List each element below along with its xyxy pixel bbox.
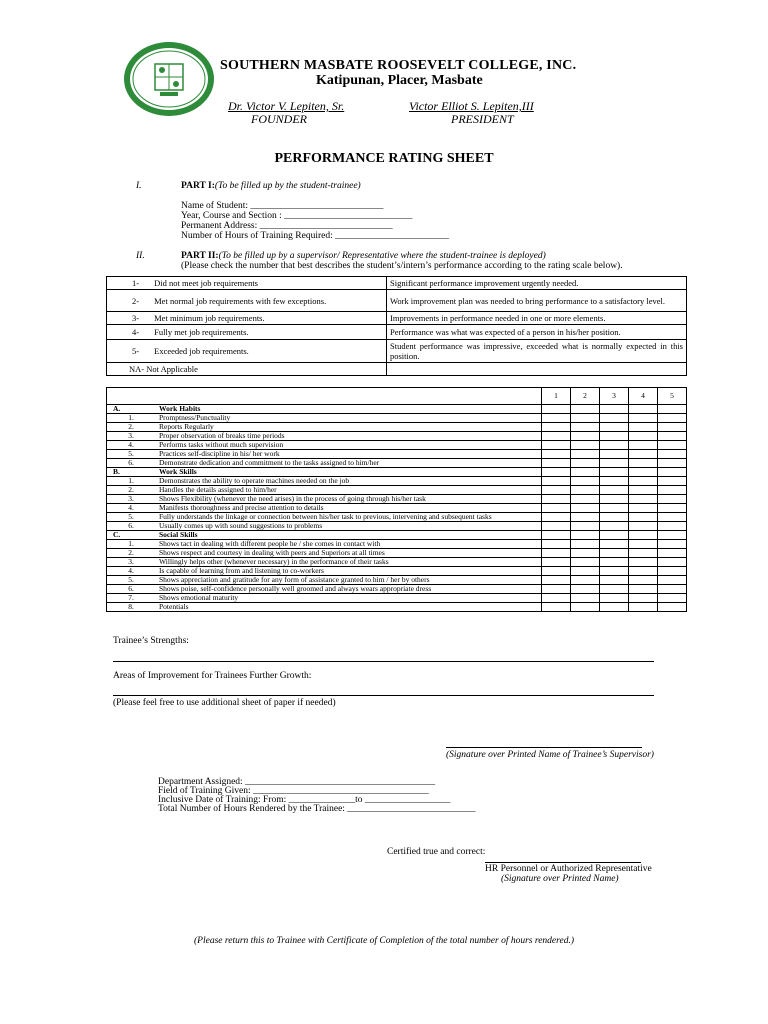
improvement-line[interactable] [113,695,654,696]
rating-cell[interactable] [542,414,571,423]
rating-cell[interactable] [600,513,629,522]
part2-numeral: II. [136,251,145,261]
certified-label: Certified true and correct: [387,847,486,857]
rating-cell[interactable] [658,441,687,450]
scale-label: Exceeded job requirements. [154,346,249,356]
criteria-header-row [107,388,687,405]
rating-cell[interactable] [600,585,629,594]
criteria-row [107,594,687,603]
rating-cell[interactable] [600,576,629,585]
rating-cell[interactable] [571,594,600,603]
criteria-number: 1. [107,414,158,423]
rating-cell[interactable] [600,495,629,504]
scale-num: 1- [132,278,140,288]
part1-field-year-course[interactable]: Year, Course and Section : ___________________________ [181,211,413,221]
rating-cell[interactable] [600,432,629,441]
rating-cell[interactable] [658,423,687,432]
supervisor-signature-caption: (Signature over Printed Name of Trainee’s Supervisor) [446,750,654,760]
criteria-label: Demonstrates the ability to operate machines needed on the job [157,477,542,486]
rating-cell[interactable] [571,450,600,459]
rating-cell[interactable] [600,414,629,423]
criteria-label: Manifests thoroughness and precise attention to details [157,504,542,513]
strengths-label: Trainee’s Strengths: [113,636,189,646]
rating-cell[interactable] [542,504,571,513]
rating-cell[interactable] [571,477,600,486]
rating-cell[interactable] [600,594,629,603]
rating-cell[interactable] [542,576,571,585]
scale-num: 2- [132,295,140,306]
president-name: Victor Elliot S. Lepiten,III [409,99,534,113]
total-hours-field[interactable]: Total Number of Hours Rendered by the Trainee: ___________________________ [158,804,476,814]
rating-cell[interactable] [600,558,629,567]
rating-cell [542,468,571,477]
rating-cell[interactable] [542,423,571,432]
rating-cell[interactable] [571,423,600,432]
na-label: NA- Not Applicable [107,363,387,376]
rating-cell[interactable] [542,450,571,459]
rating-cell[interactable] [542,594,571,603]
criteria-category: Work Skills [157,468,542,477]
extra-sheet-note: (Please feel free to use additional sheet of paper if needed) [113,698,336,708]
rating-cell [600,531,629,540]
rating-header: 4 [629,388,658,405]
criteria-number: 5. [107,576,158,585]
rating-cell[interactable] [571,441,600,450]
rating-cell[interactable] [629,576,658,585]
criteria-label: Fully understands the linkage or connection between his/her task to previous, intervening and subsequent tasks [157,513,542,522]
rating-cell[interactable] [542,477,571,486]
rating-header: 2 [571,388,600,405]
rating-cell[interactable] [629,603,658,612]
rating-cell [658,405,687,414]
rating-cell[interactable] [629,594,658,603]
criteria-category: Social Skills [157,531,542,540]
rating-cell[interactable] [658,540,687,549]
criteria-number: 5. [107,450,158,459]
criteria-number: 2. [107,549,158,558]
scale-row [107,277,687,290]
rating-cell[interactable] [571,576,600,585]
rating-cell[interactable] [658,486,687,495]
rating-cell[interactable] [542,549,571,558]
scale-desc: Performance was what was expected of a person in his/her position. [387,325,687,340]
rating-cell[interactable] [629,423,658,432]
rating-cell[interactable] [600,459,629,468]
rating-cell[interactable] [600,486,629,495]
rating-cell[interactable] [658,558,687,567]
rating-cell[interactable] [629,432,658,441]
scale-label-cell [107,340,387,363]
scale-desc: Significant performance improvement urgently needed. [387,277,687,290]
supervisor-signature-line[interactable] [446,747,642,748]
rating-cell[interactable] [600,450,629,459]
rating-cell[interactable] [658,585,687,594]
rating-cell[interactable] [629,504,658,513]
criteria-header-blank [107,388,542,405]
scale-label: Fully met job requirements. [154,327,249,337]
scale-label: Did not meet job requirements [154,278,258,288]
criteria-label: Willingly helps other (whenever necessary) in the performance of their tasks [157,558,542,567]
rating-cell[interactable] [571,549,600,558]
rating-cell[interactable] [542,441,571,450]
scale-label-cell [107,312,387,325]
scale-label: Met minimum job requirements. [154,313,265,323]
scale-desc: Work improvement plan was needed to bring performance to a satisfactory level. [387,290,687,312]
rating-cell [571,468,600,477]
criteria-number: 4. [107,567,158,576]
criteria-number: 3. [107,495,158,504]
rating-cell[interactable] [658,522,687,531]
scale-label-cell [107,277,387,290]
scale-row [107,325,687,340]
scale-num: 5- [132,346,140,356]
college-seal [122,40,216,118]
rating-cell [600,468,629,477]
rating-header: 5 [658,388,687,405]
criteria-number: 5. [107,513,158,522]
improvement-label: Areas of Improvement for Trainees Further Growth: [113,671,312,681]
criteria-label: Shows emotional maturity [157,594,542,603]
criteria-number: 3. [107,432,158,441]
rating-cell [658,531,687,540]
part2-heading [181,251,546,262]
rating-header: 3 [600,388,629,405]
criteria-number: 6. [107,522,158,531]
criteria-label: Potentials [157,603,542,612]
rating-cell[interactable] [542,459,571,468]
rating-cell[interactable] [629,477,658,486]
rating-cell [542,531,571,540]
criteria-category: Work Habits [157,405,542,414]
rating-cell[interactable] [571,495,600,504]
hr-signature-line[interactable] [485,862,641,863]
criteria-label: Reports Regularly [157,423,542,432]
rating-cell[interactable] [658,549,687,558]
part1-heading [181,181,361,192]
part1-field-name[interactable]: Name of Student: ____________________________ [181,201,384,211]
rating-cell[interactable] [600,549,629,558]
rating-cell[interactable] [571,522,600,531]
rating-scale-table [106,276,687,376]
scale-label: Met normal job requirements with few exceptions. [154,295,327,306]
criteria-label: Shows poise, self-confidence personally well groomed and always wears appropriate dress [157,585,542,594]
scale-num: 3- [132,313,140,323]
part2-note: (To be filled up by a supervisor/ Representative where the student-trainee is deployed) [218,251,546,261]
criteria-number: 7. [107,594,158,603]
rating-cell[interactable] [629,567,658,576]
rating-cell[interactable] [571,585,600,594]
rating-cell[interactable] [571,414,600,423]
part2-instruction: (Please check the number that best describes the student’s/intern’s performance according to the rating scale below). [181,261,623,271]
rating-cell [629,468,658,477]
criteria-label: Handles the details assigned to him/her [157,486,542,495]
rating-cell[interactable] [658,459,687,468]
part2-label: PART II: [181,251,219,261]
criteria-label: Demonstrate dedication and commitment to the tasks assigned to him/her [157,459,542,468]
rating-cell[interactable] [600,603,629,612]
criteria-number: 1. [107,540,158,549]
criteria-label: Promptness/Punctuality [157,414,542,423]
rating-cell[interactable] [600,423,629,432]
part1-note: (To be filled up by the student-trainee) [214,181,361,191]
rating-cell[interactable] [600,567,629,576]
rating-cell [600,405,629,414]
rating-cell[interactable] [600,522,629,531]
scale-desc-empty [387,363,687,376]
scale-label-cell [107,290,387,312]
criteria-label: Shows tact in dealing with different people he / she comes in contact with [157,540,542,549]
training-field[interactable]: Field of Training Given: _____________________________________ [158,786,429,796]
criteria-table [106,387,687,612]
rating-cell[interactable] [629,549,658,558]
rating-cell[interactable] [658,432,687,441]
criteria-label: Shows appreciation and gratitude for any form of assistance granted to him / her by others [157,576,542,585]
rating-cell[interactable] [658,504,687,513]
rating-cell[interactable] [542,585,571,594]
founder-title: FOUNDER [251,112,307,126]
rating-cell[interactable] [600,504,629,513]
rating-cell[interactable] [571,558,600,567]
school-address: Katipunan, Placer, Masbate [316,73,483,88]
criteria-label: Is capable of learning from and listening to co-workers [157,567,542,576]
criteria-number: 8. [107,603,158,612]
scale-row [107,340,687,363]
rating-cell[interactable] [542,522,571,531]
rating-cell[interactable] [658,495,687,504]
criteria-number: B. [107,468,158,477]
rating-cell[interactable] [629,450,658,459]
rating-cell[interactable] [571,486,600,495]
criteria-number: A. [107,405,158,414]
part1-field-address[interactable]: Permanent Address: ____________________________ [181,221,393,231]
rating-cell[interactable] [571,603,600,612]
rating-cell[interactable] [542,495,571,504]
rating-cell[interactable] [542,432,571,441]
scale-row [107,312,687,325]
criteria-number: 2. [107,423,158,432]
scale-row-na [107,363,687,376]
criteria-label: Shows respect and courtesy in dealing with peers and Superiors at all times [157,549,542,558]
rating-cell[interactable] [629,414,658,423]
rating-cell[interactable] [629,495,658,504]
rating-cell[interactable] [600,477,629,486]
criteria-number: 6. [107,585,158,594]
rating-cell[interactable] [629,459,658,468]
rating-cell[interactable] [658,414,687,423]
rating-cell [629,405,658,414]
rating-cell [658,468,687,477]
criteria-number: 2. [107,486,158,495]
criteria-label: Practices self-discipline in his/ her work [157,450,542,459]
rating-cell[interactable] [571,513,600,522]
founder-name: Dr. Victor V. Lepiten, Sr. [228,99,345,113]
rating-cell[interactable] [542,603,571,612]
criteria-label: Performs tasks without much supervision [157,441,542,450]
criteria-number: 4. [107,504,158,513]
criteria-label: Usually comes up with sound suggestions to problems [157,522,542,531]
rating-cell[interactable] [658,576,687,585]
scale-num: 4- [132,327,140,337]
rating-cell [571,405,600,414]
rating-cell[interactable] [571,567,600,576]
strengths-line[interactable] [113,661,654,662]
school-name: SOUTHERN MASBATE ROOSEVELT COLLEGE, INC. [220,58,577,73]
footer-note: (Please return this to Trainee with Certificate of Completion of the total number of hours rendered.) [194,936,574,946]
rating-cell[interactable] [600,540,629,549]
page-title: PERFORMANCE RATING SHEET [274,151,494,166]
rating-cell[interactable] [629,522,658,531]
part1-label: PART I: [181,181,215,191]
rating-header: 1 [542,388,571,405]
rating-cell[interactable] [571,504,600,513]
rating-cell[interactable] [571,459,600,468]
hr-caption: (Signature over Printed Name) [501,874,619,884]
criteria-number: 6. [107,459,158,468]
rating-cell [571,531,600,540]
president-title: PRESIDENT [451,112,514,126]
rating-cell[interactable] [658,477,687,486]
rating-cell[interactable] [542,567,571,576]
rating-cell[interactable] [658,603,687,612]
criteria-row [107,603,687,612]
rating-cell [629,531,658,540]
rating-cell[interactable] [629,441,658,450]
rating-cell[interactable] [542,486,571,495]
rating-cell [542,405,571,414]
part1-numeral: I. [136,181,142,191]
department-field[interactable]: Department Assigned: ________________________________________ [158,777,436,787]
rating-cell[interactable] [629,540,658,549]
criteria-number: C. [107,531,158,540]
scale-label-cell [107,325,387,340]
rating-cell[interactable] [542,558,571,567]
criteria-label: Shows Flexibility (whenever the need arises) in the process of going through his/her task [157,495,542,504]
rating-cell[interactable] [629,486,658,495]
criteria-number: 1. [107,477,158,486]
part1-field-hours[interactable]: Number of Hours of Training Required: ________________________ [181,231,450,241]
rating-cell[interactable] [600,441,629,450]
rating-cell[interactable] [658,513,687,522]
rating-cell[interactable] [658,567,687,576]
rating-cell[interactable] [629,558,658,567]
rating-cell[interactable] [571,540,600,549]
criteria-number: 3. [107,558,158,567]
hr-title: HR Personnel or Authorized Representative [485,864,652,874]
inclusive-date-field[interactable]: Inclusive Date of Training: From: ______________to __________________ [158,795,451,805]
rating-cell[interactable] [571,432,600,441]
rating-cell[interactable] [542,540,571,549]
rating-cell[interactable] [658,450,687,459]
rating-cell[interactable] [542,513,571,522]
rating-cell[interactable] [629,513,658,522]
scale-row [107,290,687,312]
scale-desc: Student performance was impressive, exceeded what is normally expected in this position. [387,340,687,363]
scale-desc: Improvements in performance needed in one or more elements. [387,312,687,325]
criteria-number: 4. [107,441,158,450]
rating-cell[interactable] [629,585,658,594]
criteria-label: Proper observation of breaks time periods [157,432,542,441]
rating-cell[interactable] [658,594,687,603]
